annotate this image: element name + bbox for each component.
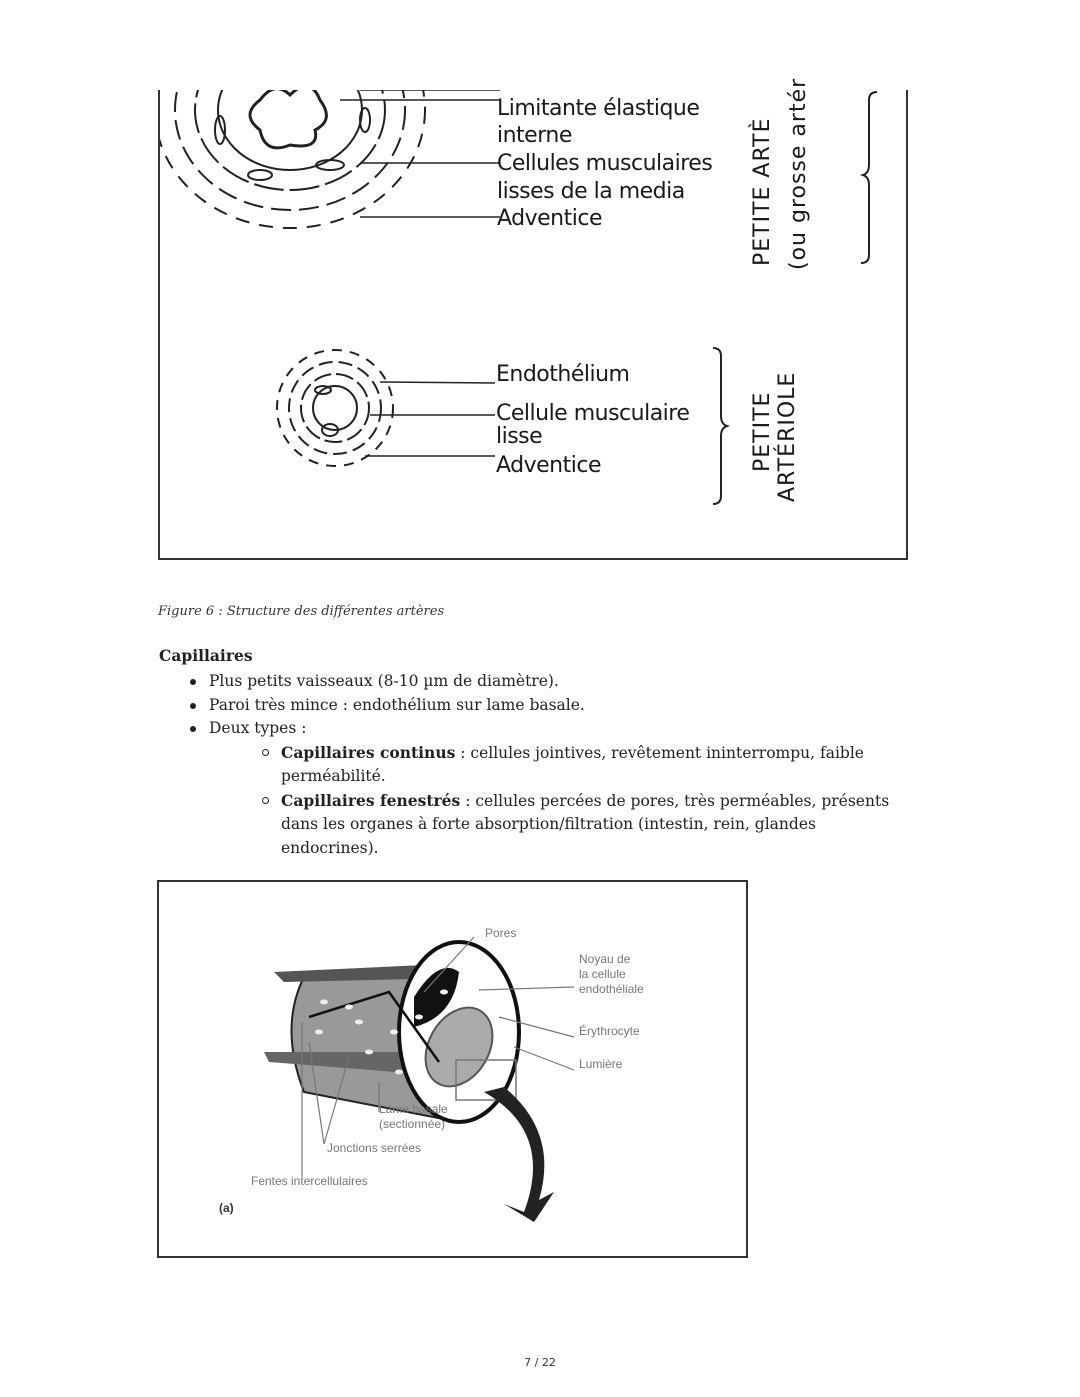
label-arteriole: ARTÉRIOLE (775, 371, 800, 502)
label-adventice-bottom: Adventice (496, 453, 601, 478)
label-fentes: Fentes intercellulaires (251, 1174, 368, 1188)
list-item (190, 717, 900, 860)
bullet-list (190, 670, 900, 860)
label-cellules-musculaires: Cellules musculaires (497, 151, 713, 176)
list-item-text: Deux types : (209, 719, 307, 737)
label-cellule-musculaire: Cellule musculaire (496, 401, 690, 426)
label-noyau-3: endothéliale (579, 982, 644, 996)
label-sectionnee: (sectionnée) (379, 1117, 446, 1131)
definition: : cellules jointives, revêtement ininterrompu, faible perméabilité. (281, 743, 864, 785)
section-title: Capillaires (159, 646, 253, 665)
label-lumiere: Lumière (579, 1057, 623, 1071)
label-jonctions: Jonctions serrées (327, 1141, 422, 1155)
definition: : cellules percées de pores, très perméables, présents dans les organes à forte absorption/filtration (intestin, rein, glandes endocrines). (281, 791, 890, 857)
figure-caption: Figure 6 : Structure des différentes artères (158, 604, 445, 619)
sub-list-item (262, 789, 902, 861)
label-noyau-1: Noyau de (579, 952, 631, 966)
sub-list (262, 741, 902, 861)
page-number: 7 / 22 (524, 1356, 556, 1369)
label-panel-a: (a) (219, 1201, 234, 1215)
label-petite: PETITE (750, 391, 775, 472)
label-grosse-artere: (ou grosse artér (786, 77, 811, 270)
label-adventice-top: Adventice (497, 206, 602, 231)
label-limitante: Limitante élastique (497, 96, 700, 121)
figure-capillary (157, 880, 748, 1258)
list-item: Paroi très mince : endothélium sur lame basale. (190, 694, 900, 718)
figure-arteries (158, 77, 908, 560)
label-noyau-2: la cellule (579, 967, 626, 981)
term: Capillaires continus (281, 742, 456, 762)
capillary-drawing (159, 882, 750, 1260)
label-erythrocyte: Érythrocyte (579, 1024, 640, 1038)
label-lame-basale: Lame basale (379, 1102, 448, 1116)
list-item: Plus petits vaisseaux (8-10 µm de diamètre). (190, 670, 900, 694)
label-lisses-media: lisses de la media (497, 179, 685, 204)
label-lisse: lisse (496, 424, 543, 449)
term: Capillaires fenestrés (281, 790, 461, 810)
label-interne: interne (497, 123, 572, 148)
label-endothelium: Endothélium (496, 362, 630, 387)
label-pores: Pores (485, 926, 517, 940)
label-petite-artere: PETITE ARTÈ (750, 117, 775, 266)
sub-list-item (262, 741, 902, 789)
